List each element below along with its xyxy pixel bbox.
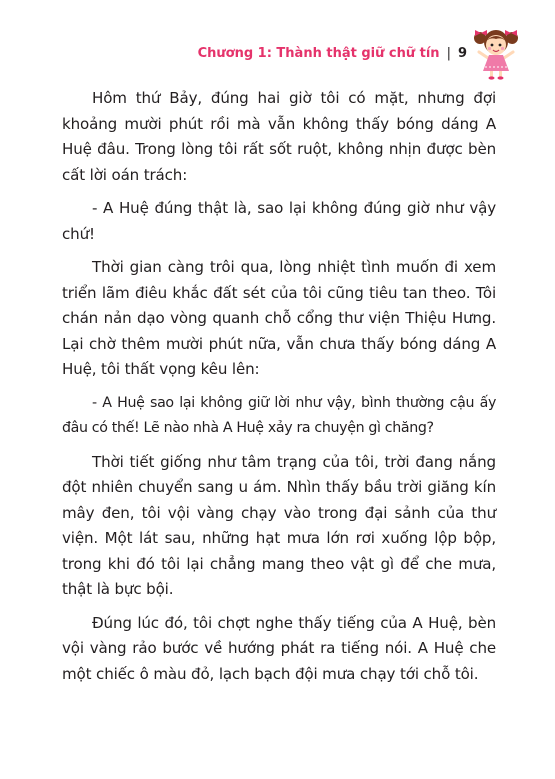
paragraph: Đúng lúc đó, tôi chợt nghe thấy tiếng của A Huệ, bèn vội vàng rảo bước về hướng phát ra tiếng nói. A Huệ che một chiếc ô màu đỏ, lạch bạch đội mưa chạy tới chỗ tôi. bbox=[62, 613, 496, 683]
paragraph: Thời gian càng trôi qua, lòng nhiệt tình muốn đi xem triển lãm điêu khắc đất sét của tôi cũng tiêu tan theo. Tôi chán nản dạo vòng quanh chỗ cổng thư viện Thiệu Hưng. Lại chờ thêm mười phút nữa, vẫn chưa thấy bóng dáng A Huệ, tôi thất vọng kêu lên: bbox=[62, 258, 496, 378]
dialogue-line: - A Huệ sao lại không giữ lời như vậy, bình thường cậu ấy đâu có thế! Lẽ nào nhà A Huệ xảy ra chuyện gì chăng? bbox=[62, 394, 496, 436]
running-header bbox=[198, 46, 467, 61]
header-separator: | bbox=[446, 46, 451, 61]
girl-with-pigtails-icon bbox=[471, 22, 521, 80]
story-text bbox=[62, 86, 496, 695]
paragraph: Thời tiết giống như tâm trạng của tôi, trời đang nắng đột nhiên chuyển sang u ám. Nhìn thấy bầu trời giăng kín mây đen, tôi vội vàng chạy vào trong đại sảnh của thư viện. Một lát sau, những hạt mưa lớn rơi xuống lộp bộp, trong khi đó tôi lại chẳng mang theo vật gì để che mưa, thật là bực bội. bbox=[62, 452, 496, 598]
page-number: 9 bbox=[457, 46, 467, 61]
paragraph: Hôm thứ Bảy, đúng hai giờ tôi có mặt, nhưng đợi khoảng mười phút rồi mà vẫn không thấy bóng dáng A Huệ đâu. Trong lòng tôi rất sốt ruột, không nhịn được bèn cất lời oán trách: bbox=[62, 89, 496, 184]
chapter-title: Chương 1: Thành thật giữ chữ tín bbox=[197, 46, 440, 61]
dialogue-line: - A Huệ đúng thật là, sao lại không đúng giờ như vậy chứ! bbox=[62, 199, 496, 243]
